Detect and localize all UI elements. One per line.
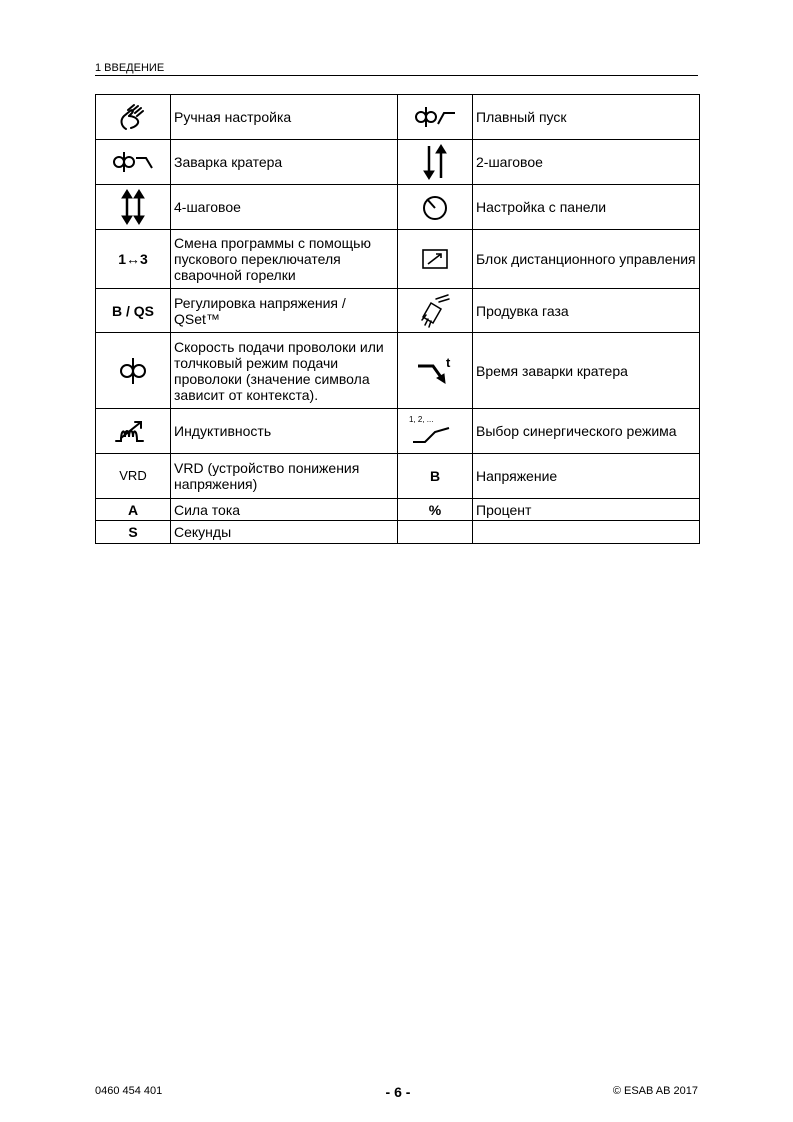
crater-fill-icon: [111, 150, 155, 174]
row-label: Плавный пуск: [473, 95, 700, 140]
row-label: Блок дистанционного управления: [473, 230, 700, 289]
table-row: [96, 289, 700, 333]
vrd-symbol: VRD: [96, 454, 171, 499]
inductance-icon: [113, 417, 153, 445]
row-label: VRD (устройство понижения напряжения): [171, 454, 398, 499]
synergic-select-icon: [409, 415, 461, 447]
program-switch-symbol: 1↔3: [96, 230, 171, 289]
symbol-cell: [398, 289, 473, 333]
hand-adjust-icon: [116, 102, 150, 132]
table-row: [96, 499, 700, 521]
row-label: Скорость подачи проволоки или толчковый режим подачи проволоки (значение символа зависит от контекста).: [171, 333, 398, 409]
svg-text:t: t: [446, 354, 451, 370]
row-label: Смена программы с помощью пускового переключателя сварочной горелки: [171, 230, 398, 289]
row-label: Продувка газа: [473, 289, 700, 333]
symbol-cell: [398, 230, 473, 289]
row-label: 4-шаговое: [171, 185, 398, 230]
table-row: [96, 454, 700, 499]
symbol-cell: [398, 409, 473, 454]
row-label: Ручная настройка: [171, 95, 398, 140]
voltage-symbol: B: [398, 454, 473, 499]
row-label: Регулировка напряжения / QSet™: [171, 289, 398, 333]
symbol-cell: [398, 95, 473, 140]
section-header: 1 ВВЕДЕНИЕ: [95, 62, 698, 76]
row-label: Напряжение: [473, 454, 700, 499]
symbol-cell: [96, 140, 171, 185]
gas-purge-icon: [419, 293, 451, 329]
symbol-cell: [398, 333, 473, 409]
row-label: Выбор синергического режима: [473, 409, 700, 454]
row-label: Заварка кратера: [171, 140, 398, 185]
soft-start-icon: [413, 105, 457, 129]
symbol-cell: [96, 185, 171, 230]
copyright: © ESAB AB 2017: [612, 1085, 698, 1097]
row-label: Процент: [473, 499, 700, 521]
symbol-cell: [96, 409, 171, 454]
voltage-qset-symbol: B / QS: [96, 289, 171, 333]
row-label: Индуктивность: [171, 409, 398, 454]
symbol-cell: [96, 333, 171, 409]
wire-feed-icon: [117, 356, 149, 386]
percent-symbol: %: [398, 499, 473, 521]
row-label: 2-шаговое: [473, 140, 700, 185]
row-label: Настройка с панели: [473, 185, 700, 230]
row-label: Время заварки кратера: [473, 333, 700, 409]
synergic-numbers-text: 1, 2, ...: [409, 415, 434, 424]
current-symbol: A: [96, 499, 171, 521]
crater-fill-time-icon: [415, 355, 455, 387]
table-row: [96, 95, 700, 140]
empty-symbol-cell: [398, 521, 473, 544]
symbol-cell: [398, 140, 473, 185]
row-label: Секунды: [171, 521, 398, 544]
table-row: [96, 185, 700, 230]
symbol-cell: [398, 185, 473, 230]
row-label: Сила тока: [171, 499, 398, 521]
page-number: - 6 -: [385, 1084, 411, 1100]
two-stroke-icon: [420, 143, 450, 181]
four-stroke-icon: [118, 188, 148, 226]
table-row: [96, 230, 700, 289]
empty-label-cell: [473, 521, 700, 544]
seconds-symbol: S: [96, 521, 171, 544]
table-row: [96, 409, 700, 454]
remote-control-icon: [420, 247, 450, 271]
table-row: [96, 333, 700, 409]
symbol-cell: [96, 95, 171, 140]
symbols-table: [95, 94, 700, 544]
doc-number: 0460 454 401: [95, 1085, 163, 1097]
table-row: [96, 521, 700, 544]
panel-knob-icon: [419, 191, 451, 223]
table-row: [96, 140, 700, 185]
